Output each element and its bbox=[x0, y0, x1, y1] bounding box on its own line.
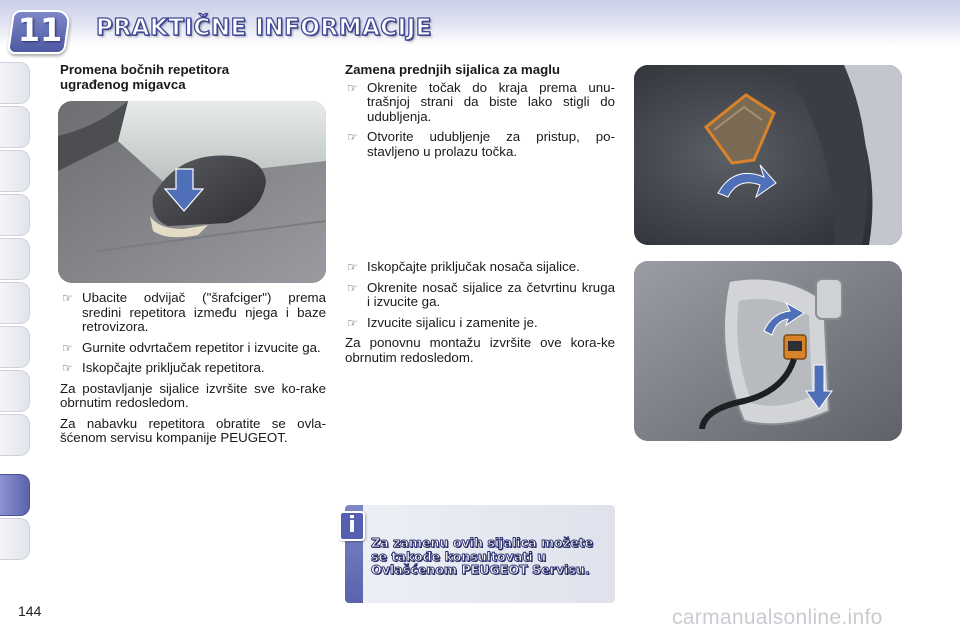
instruction-bullet: ☞ Iskopčajte priključak repetitora. bbox=[62, 360, 265, 375]
chapter-tab[interactable] bbox=[0, 370, 30, 412]
chapter-tab[interactable] bbox=[0, 106, 30, 148]
info-note-text: Za zamenu ovih sijalica možete se takođe konsultovati u Ovlašćenom PEUGEOT Servisu. bbox=[371, 535, 594, 577]
section-heading: Zamena prednjih sijalica za maglu bbox=[345, 62, 561, 77]
chapter-tab[interactable] bbox=[0, 282, 30, 324]
watermark: carmanualsonline.info bbox=[672, 606, 883, 629]
chapter-tab-active[interactable] bbox=[0, 474, 30, 516]
instruction-paragraph: Za nabavku repetitora obratite se ovla-šćenom servisu kompanije PEUGEOT. bbox=[60, 415, 326, 445]
page-title: PRAKTIČNE INFORMACIJE bbox=[96, 15, 432, 41]
instruction-bullet: ☞ Gurnite odvrtačem repetitor i izvucite ga. bbox=[62, 339, 321, 355]
hand-pointer-icon: ☞ bbox=[347, 130, 358, 144]
section-mirror-repeater bbox=[60, 63, 320, 92]
instruction-bullet: ☞ Otvorite udubljenje za pristup, po-stavljeno u prolazu točka. bbox=[347, 129, 615, 159]
instruction-paragraph: Za postavljanje sijalice izvršite sve ko-rake obrnutim redosledom. bbox=[60, 380, 326, 410]
instruction-bullet: ☞ Okrenite točak do kraja prema unu-trašnjoj strani da biste lako stigli do udubljenja. bbox=[347, 79, 615, 124]
hand-pointer-icon: ☞ bbox=[347, 280, 358, 295]
info-icon: i bbox=[339, 511, 365, 541]
section-heading: Promena bočnih repetitora bbox=[60, 62, 230, 77]
chapter-tab[interactable] bbox=[0, 238, 30, 280]
hand-pointer-icon: ☞ bbox=[62, 361, 73, 375]
instruction-bullet: ☞ Izvucite sijalicu i zamenite je. bbox=[347, 314, 538, 330]
chapter-tab[interactable] bbox=[0, 62, 30, 104]
hand-pointer-icon: ☞ bbox=[347, 315, 358, 330]
section-heading: ugrađenog migavca bbox=[60, 76, 186, 92]
hand-pointer-icon: ☞ bbox=[347, 260, 358, 274]
chapter-tab[interactable] bbox=[0, 150, 30, 192]
chapter-number: 11 bbox=[17, 11, 63, 49]
instruction-bullet: ☞ Iskopčajte priključak nosača sijalice. bbox=[347, 259, 580, 274]
chapter-tab[interactable] bbox=[0, 194, 30, 236]
chapter-tab[interactable] bbox=[0, 414, 30, 456]
chapter-tab[interactable] bbox=[0, 518, 30, 560]
fog-lamp-illustration bbox=[634, 261, 902, 441]
chapter-tab[interactable] bbox=[0, 326, 30, 368]
mirror-repeater-instructions bbox=[60, 291, 326, 452]
wheel-arch-illustration bbox=[634, 65, 902, 245]
section-fog-lamp bbox=[345, 63, 615, 165]
mirror-repeater-illustration bbox=[58, 101, 326, 283]
instruction-paragraph: Za ponovnu montažu izvršite ove kora-ke obrnutim redosledom. bbox=[345, 335, 615, 365]
hand-pointer-icon: ☞ bbox=[62, 340, 73, 355]
page-number: 144 bbox=[18, 603, 42, 619]
hand-pointer-icon: ☞ bbox=[347, 80, 358, 95]
info-note-box bbox=[345, 505, 615, 603]
hand-pointer-icon: ☞ bbox=[62, 291, 73, 305]
instruction-bullet: ☞ Ubacite odvijač ("šrafciger") prema sredini repetitora između njega i baze retrovizora. bbox=[62, 290, 326, 334]
page-header bbox=[0, 0, 960, 58]
fog-lamp-instructions bbox=[345, 260, 615, 371]
chapter-tab-rail bbox=[0, 62, 34, 578]
instruction-bullet: ☞ Okrenite nosač sijalice za četvrtinu kruga i izvucite ga. bbox=[347, 279, 615, 309]
